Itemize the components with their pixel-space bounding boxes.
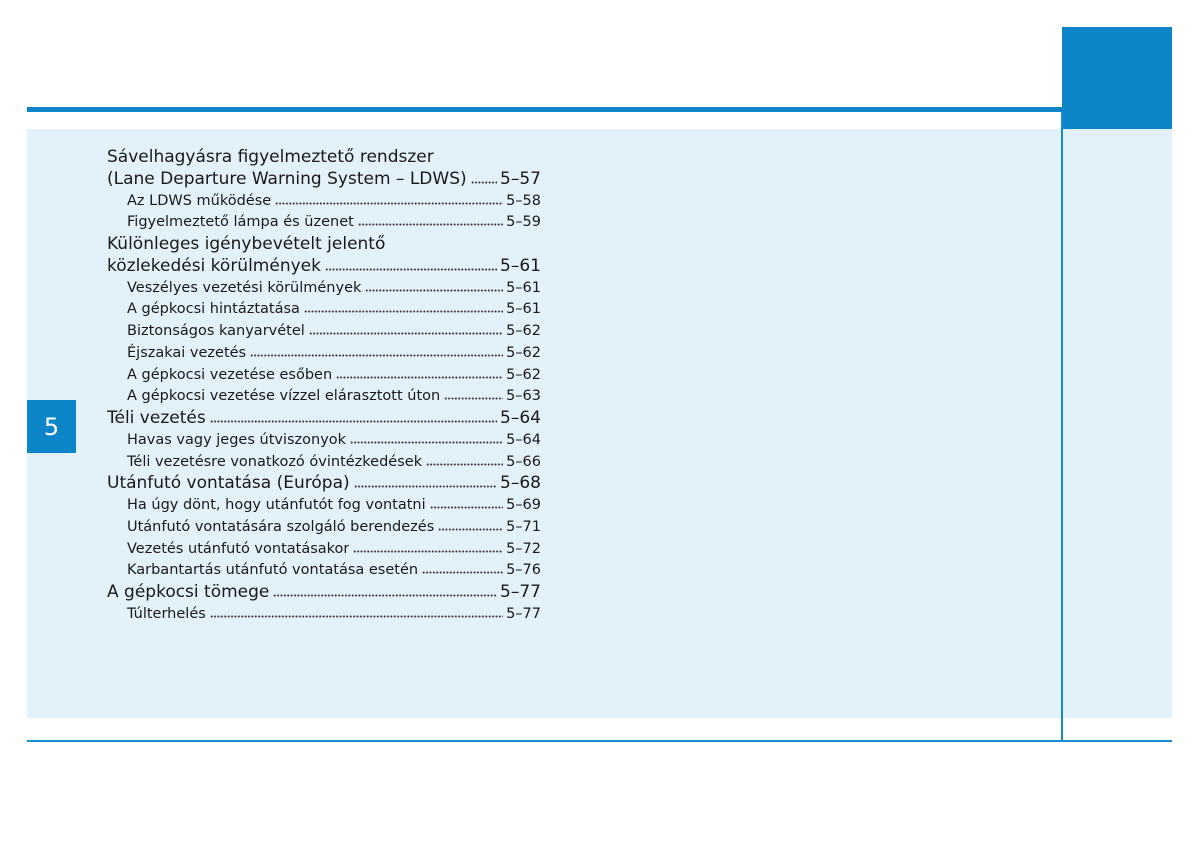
dot-leader [350, 441, 503, 444]
dot-leader [210, 615, 503, 618]
dot-leader [430, 506, 503, 509]
dot-leader [358, 223, 503, 226]
toc-section-entry [107, 473, 541, 495]
toc-item [107, 299, 541, 321]
toc-item-label: A gépkocsi vezetése vízzel elárasztott úton [127, 388, 441, 405]
toc-section-entry [107, 408, 541, 430]
page-number: 5–76 [506, 562, 541, 579]
toc-item-label: A gépkocsi hintáztatása [127, 301, 300, 318]
footer-rule [27, 740, 1172, 742]
toc-item [107, 539, 541, 561]
toc-section-entry [107, 582, 541, 604]
dot-leader [336, 376, 503, 379]
corner-color-block [1062, 27, 1172, 129]
page-number: 5–59 [506, 214, 541, 231]
dot-leader [354, 485, 497, 488]
toc-item [107, 560, 541, 582]
page-number: 5–68 [500, 473, 541, 494]
toc-item-label: A gépkocsi vezetése esőben [127, 366, 333, 383]
page-number: 5–57 [500, 168, 541, 189]
page-number: 5–71 [506, 518, 541, 535]
toc-item-label: Vezetés utánfutó vontatásakor [127, 540, 350, 557]
toc-item-label: Utánfutó vontatására szolgáló berendezés [127, 518, 435, 535]
page-number: 5–58 [506, 192, 541, 209]
toc-section-title: Utánfutó vontatása (Európa) [107, 473, 350, 494]
page-number: 5–62 [506, 344, 541, 361]
page-number: 5–64 [506, 431, 541, 448]
chapter-number: 5 [43, 412, 60, 441]
toc-section-title-line [107, 147, 541, 169]
toc-item [107, 365, 541, 387]
toc-item-label: Ha úgy dönt, hogy utánfutót fog vontatni [127, 497, 426, 513]
chapter-tab [27, 400, 76, 453]
toc-item [107, 343, 541, 365]
toc-section-title-line [107, 234, 541, 256]
header-rule [27, 107, 1062, 112]
dot-leader [309, 332, 503, 335]
dot-leader [471, 181, 497, 184]
toc-section-title: A gépkocsi tömege [107, 582, 270, 602]
toc-item-label: Veszélyes vezetési körülmények [127, 279, 362, 296]
toc-item [107, 386, 541, 408]
toc-item-label: Havas vagy jeges útviszonyok [127, 431, 347, 448]
toc-item-label: Túlterhelés [127, 605, 206, 622]
page-number: 5–61 [500, 255, 541, 276]
dot-leader [250, 354, 503, 357]
toc-item [107, 495, 541, 517]
page-number: 5–61 [506, 301, 541, 318]
toc-item [107, 212, 541, 234]
toc-section-entry [107, 169, 541, 191]
page-number: 5–61 [506, 279, 541, 296]
page-number: 5–69 [506, 497, 541, 513]
toc-item [107, 452, 541, 474]
dot-leader [273, 594, 497, 597]
toc-section-title: Különleges igénybevételt jelentő [107, 234, 386, 254]
dot-leader [325, 268, 497, 271]
dot-leader [444, 397, 503, 400]
toc-section-title: Sávelhagyásra figyelmeztető rendszer [107, 147, 434, 167]
dot-leader [438, 528, 503, 531]
page-number: 5–62 [506, 323, 541, 339]
page-number: 5–63 [506, 388, 541, 405]
toc-section-entry [107, 256, 541, 278]
toc-item-label: Az LDWS működése [127, 192, 272, 209]
page-number: 5–72 [506, 540, 541, 557]
page-number: 5–77 [500, 582, 541, 602]
dot-leader [426, 463, 503, 466]
dot-leader [304, 310, 503, 313]
toc-item [107, 278, 541, 300]
toc-section-title: Téli vezetés [107, 408, 206, 428]
dot-leader [353, 550, 503, 553]
toc-item-label: Figyelmeztető lámpa és üzenet [127, 214, 354, 231]
toc-item [107, 321, 541, 343]
toc-item-label: Téli vezetésre vonatkozó óvintézkedések [127, 453, 423, 470]
toc-section-title: (Lane Departure Warning System – LDWS) [107, 168, 467, 189]
toc-item [107, 430, 541, 452]
dot-leader [210, 420, 497, 423]
toc-item-label: Karbantartás utánfutó vontatása esetén [127, 562, 419, 579]
margin-divider-rule [1061, 112, 1063, 741]
page-number: 5–62 [506, 366, 541, 383]
toc-item [107, 191, 541, 213]
page-number: 5–77 [506, 605, 541, 622]
toc-item [107, 517, 541, 539]
toc-section-title: közlekedési körülmények [107, 255, 321, 276]
table-of-contents [107, 147, 541, 626]
toc-item [107, 604, 541, 626]
dot-leader [422, 571, 503, 574]
dot-leader [365, 289, 503, 292]
toc-item-label: Biztonságos kanyarvétel [127, 323, 305, 339]
page-number: 5–64 [500, 408, 541, 428]
page-number: 5–66 [506, 453, 541, 470]
dot-leader [275, 202, 503, 205]
toc-item-label: Éjszakai vezetés [127, 344, 247, 361]
